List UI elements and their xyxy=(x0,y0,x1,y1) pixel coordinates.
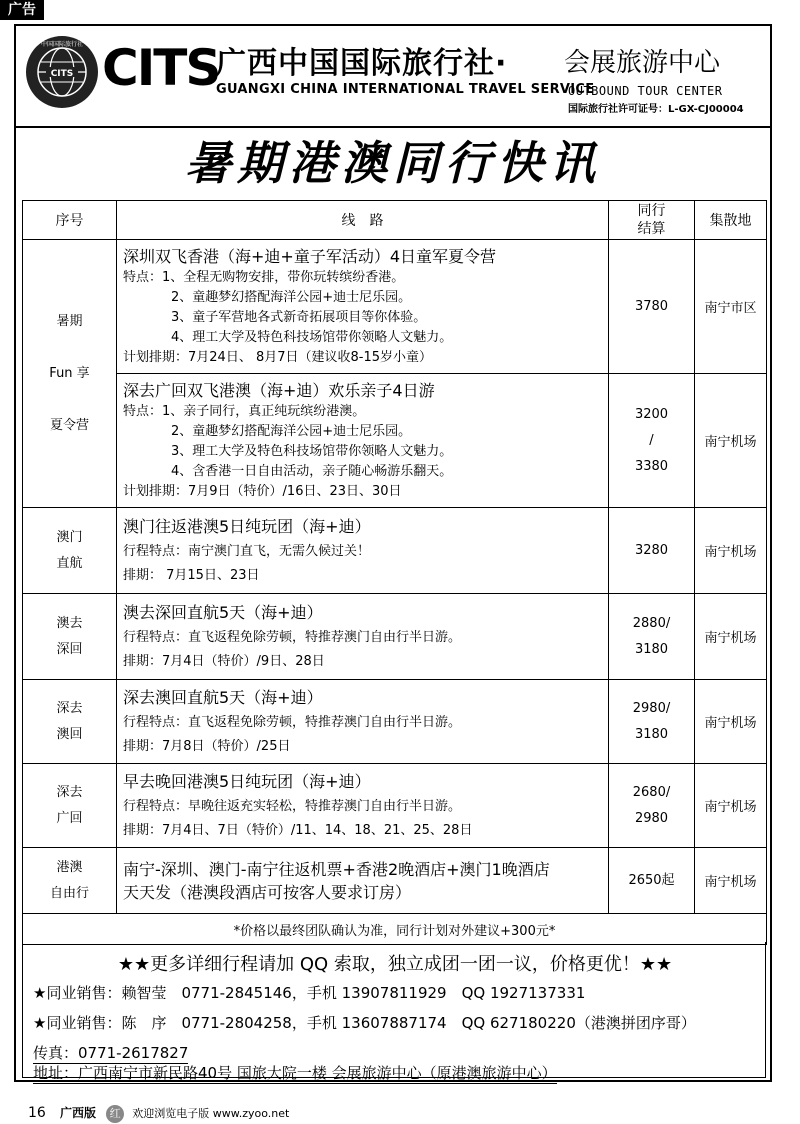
route-feature xyxy=(123,268,602,288)
price-value: 3280 xyxy=(634,542,669,558)
address: 地址：广西南宁市新民路40号 国旅大院一楼 会展旅游中心（原港澳旅游中心） xyxy=(33,1064,557,1082)
price-cell xyxy=(609,680,695,764)
header-price-l1: 同行 xyxy=(637,203,666,219)
price-cell xyxy=(609,594,695,680)
ad-frame xyxy=(14,24,772,1082)
route-schedule: 排期： 7月15日、23日 xyxy=(123,568,260,583)
price-note: *价格以最终团队确认为准，同行计划对外建议+300元* xyxy=(23,914,767,945)
price-value: 3180 xyxy=(634,726,669,742)
header-price xyxy=(609,201,695,240)
route-schedule: 排期：7月8日（特价）/25日 xyxy=(123,739,291,754)
logo-inner-text: CITS xyxy=(50,69,74,79)
header xyxy=(16,26,770,120)
price-cell xyxy=(609,848,695,914)
category-line: 直航 xyxy=(56,555,83,571)
table-row xyxy=(23,594,767,680)
price-cell xyxy=(609,240,695,374)
loc-cell: 南宁机场 xyxy=(695,374,767,508)
logo-ring-text: 中国国际旅行社 xyxy=(40,41,84,48)
loc-cell: 南宁机场 xyxy=(695,508,767,594)
category-line: 港澳 xyxy=(56,859,83,875)
route-feature: 2、童趣梦幻搭配海洋公园+迪士尼乐园。 xyxy=(171,290,412,305)
sales-contact-2: ★同业销售：陈 序 0771-2804258，手机 13607887174 QQ 627180220（港澳拼团序哥） xyxy=(33,1014,696,1032)
fax-number: 传真：0771-2617827 xyxy=(33,1044,189,1062)
category-line: 澳门 xyxy=(56,529,83,545)
route-schedule: 计划排期：7月9日（特价）/16日、23日、30日 xyxy=(123,484,402,499)
table-row xyxy=(23,680,767,764)
center-en-name: OUTBOUND TOUR CENTER xyxy=(568,84,723,98)
category-line: Fun 享 xyxy=(49,365,90,381)
company-en-name: GUANGXI CHINA INTERNATIONAL TRAVEL SERVICE xyxy=(216,82,595,97)
route-cell xyxy=(117,680,609,764)
routes-table xyxy=(22,200,767,945)
category-cell xyxy=(23,680,117,764)
price-value: / xyxy=(649,432,654,448)
category-line: 深去 xyxy=(56,784,83,800)
category-summer xyxy=(23,240,117,508)
route-title: 早去晚回港澳5日纯玩团（海+迪） xyxy=(123,772,371,791)
price-cell xyxy=(609,764,695,848)
route-title: 深圳双飞香港（海+迪+童子军活动）4日童军夏令营 xyxy=(123,247,496,266)
loc-cell: 南宁机场 xyxy=(695,594,767,680)
header-seq: 序号 xyxy=(23,201,117,240)
category-line: 澳去 xyxy=(56,615,83,631)
route-feature: 行程特点：早晚往返充实轻松，特推荐澳门自由行半日游。 xyxy=(123,799,462,814)
page-footer xyxy=(28,1104,289,1123)
contact-footer xyxy=(22,942,766,1082)
ad-tag: 广告 xyxy=(0,0,44,20)
route-schedule: 排期：7月4日（特价）/9日、28日 xyxy=(123,654,325,669)
category-line: 自由行 xyxy=(49,885,89,901)
feature-text: 1、亲子同行，真正纯玩缤纷港澳。 xyxy=(162,404,366,419)
note-row xyxy=(23,914,767,945)
sales-contact-1: ★同业销售：赖智莹 0771-2845146，手机 13907811929 QQ 1927137331 xyxy=(33,984,586,1002)
route-feature: 行程特点：直飞返程免除劳顿，特推荐澳门自由行半日游。 xyxy=(123,630,462,645)
license-number: 国际旅行社许可证号：L-GX-CJ00004 xyxy=(568,104,744,115)
route-feature: 4、含香港一日自由活动，亲子随心畅游乐翻天。 xyxy=(171,464,453,479)
header-divider xyxy=(16,126,770,128)
category-line: 深去 xyxy=(56,700,83,716)
table-row xyxy=(23,764,767,848)
category-line: 广回 xyxy=(56,810,83,826)
route-feature: 行程特点：南宁澳门直飞，无需久候过关！ xyxy=(123,544,371,559)
route-title-2: 天天发（港澳段酒店可按客人要求订房） xyxy=(123,882,412,902)
loc-cell: 南宁机场 xyxy=(695,680,767,764)
feature-label: 特点： xyxy=(123,404,163,419)
loc-cell: 南宁机场 xyxy=(695,848,767,914)
route-title: 深去澳回直航5天（海+迪） xyxy=(123,688,323,707)
category-line: 深回 xyxy=(56,641,83,657)
route-title: 深去广回双飞港澳（海+迪）欢乐亲子4日游 xyxy=(123,381,435,400)
price-value: 3380 xyxy=(634,458,669,474)
category-cell xyxy=(23,848,117,914)
price-value: 3780 xyxy=(634,298,669,314)
price-value: 2680/ xyxy=(632,784,671,800)
table-row xyxy=(23,374,767,508)
route-title: 澳门往返港澳5日纯玩团（海+迪） xyxy=(123,517,371,536)
page-title: 暑期港澳同行快讯 xyxy=(185,136,601,190)
site-slogan: 欢迎浏览电子版 www.zyoo.net xyxy=(132,1107,290,1120)
route-feature: 行程特点：直飞返程免除劳顿，特推荐澳门自由行半日游。 xyxy=(123,715,462,730)
table-row xyxy=(23,848,767,914)
feature-label: 特点： xyxy=(123,270,163,285)
price-value: 3180 xyxy=(634,641,669,657)
cits-globe-logo-icon xyxy=(26,36,98,108)
table-row xyxy=(23,240,767,374)
center-cn-name: 会展旅游中心 xyxy=(564,48,721,78)
cits-brand: CITS xyxy=(102,39,220,97)
category-line: 夏令营 xyxy=(49,417,89,433)
price-value: 2980 xyxy=(634,810,669,826)
category-cell xyxy=(23,508,117,594)
route-cell xyxy=(117,240,609,374)
route-cell xyxy=(117,594,609,680)
header-route: 线 路 xyxy=(117,201,609,240)
price-value: 2650起 xyxy=(628,872,675,888)
route-feature: 4、理工大学及特色科技场馆带你领略人文魅力。 xyxy=(171,330,453,345)
price-value: 2880/ xyxy=(632,615,671,631)
category-cell xyxy=(23,764,117,848)
route-cell xyxy=(117,508,609,594)
route-feature: 2、童趣梦幻搭配海洋公园+迪士尼乐园。 xyxy=(171,424,412,439)
route-schedule: 计划排期：7月24日、 8月7日（建议收8-15岁小童） xyxy=(123,350,432,365)
loc-cell: 南宁机场 xyxy=(695,764,767,848)
route-feature: 3、童子军营地各式新奇拓展项目等你体验。 xyxy=(171,310,427,325)
category-cell xyxy=(23,594,117,680)
qq-headline: ★★更多详细行程请加 QQ 索取，独立成团一团一议，价格更优！★★ xyxy=(117,954,673,975)
route-title: 南宁-深圳、澳门-南宁往返机票+香港2晚酒店+澳门1晚酒店 xyxy=(123,859,550,879)
route-cell xyxy=(117,848,609,914)
price-value: 2980/ xyxy=(632,700,671,716)
header-price-l2: 结算 xyxy=(637,221,666,237)
category-line: 澳回 xyxy=(56,726,83,742)
edition-label: 广西版 xyxy=(59,1106,96,1120)
route-feature: 3、理工大学及特色科技场馆带你领略人文魅力。 xyxy=(171,444,453,459)
price-value: 3200 xyxy=(634,406,669,422)
route-title: 澳去深回直航5天（海+迪） xyxy=(123,603,323,622)
hong-logo-icon: 红 xyxy=(106,1105,124,1123)
page-number: 16 xyxy=(28,1105,46,1121)
table-row xyxy=(23,508,767,594)
loc-cell: 南宁市区 xyxy=(695,240,767,374)
route-feature xyxy=(123,402,602,422)
header-loc: 集散地 xyxy=(695,201,767,240)
price-cell xyxy=(609,508,695,594)
category-line: 暑期 xyxy=(56,313,83,329)
feature-text: 1、全程无购物安排，带你玩转缤纷香港。 xyxy=(162,270,405,285)
route-schedule: 排期：7月4日、7日（特价）/11、14、18、21、25、28日 xyxy=(123,823,473,838)
company-cn-name: 广西中国国际旅行社· xyxy=(216,46,508,81)
price-cell xyxy=(609,374,695,508)
route-cell xyxy=(117,374,609,508)
table-header-row xyxy=(23,201,767,240)
route-cell xyxy=(117,764,609,848)
